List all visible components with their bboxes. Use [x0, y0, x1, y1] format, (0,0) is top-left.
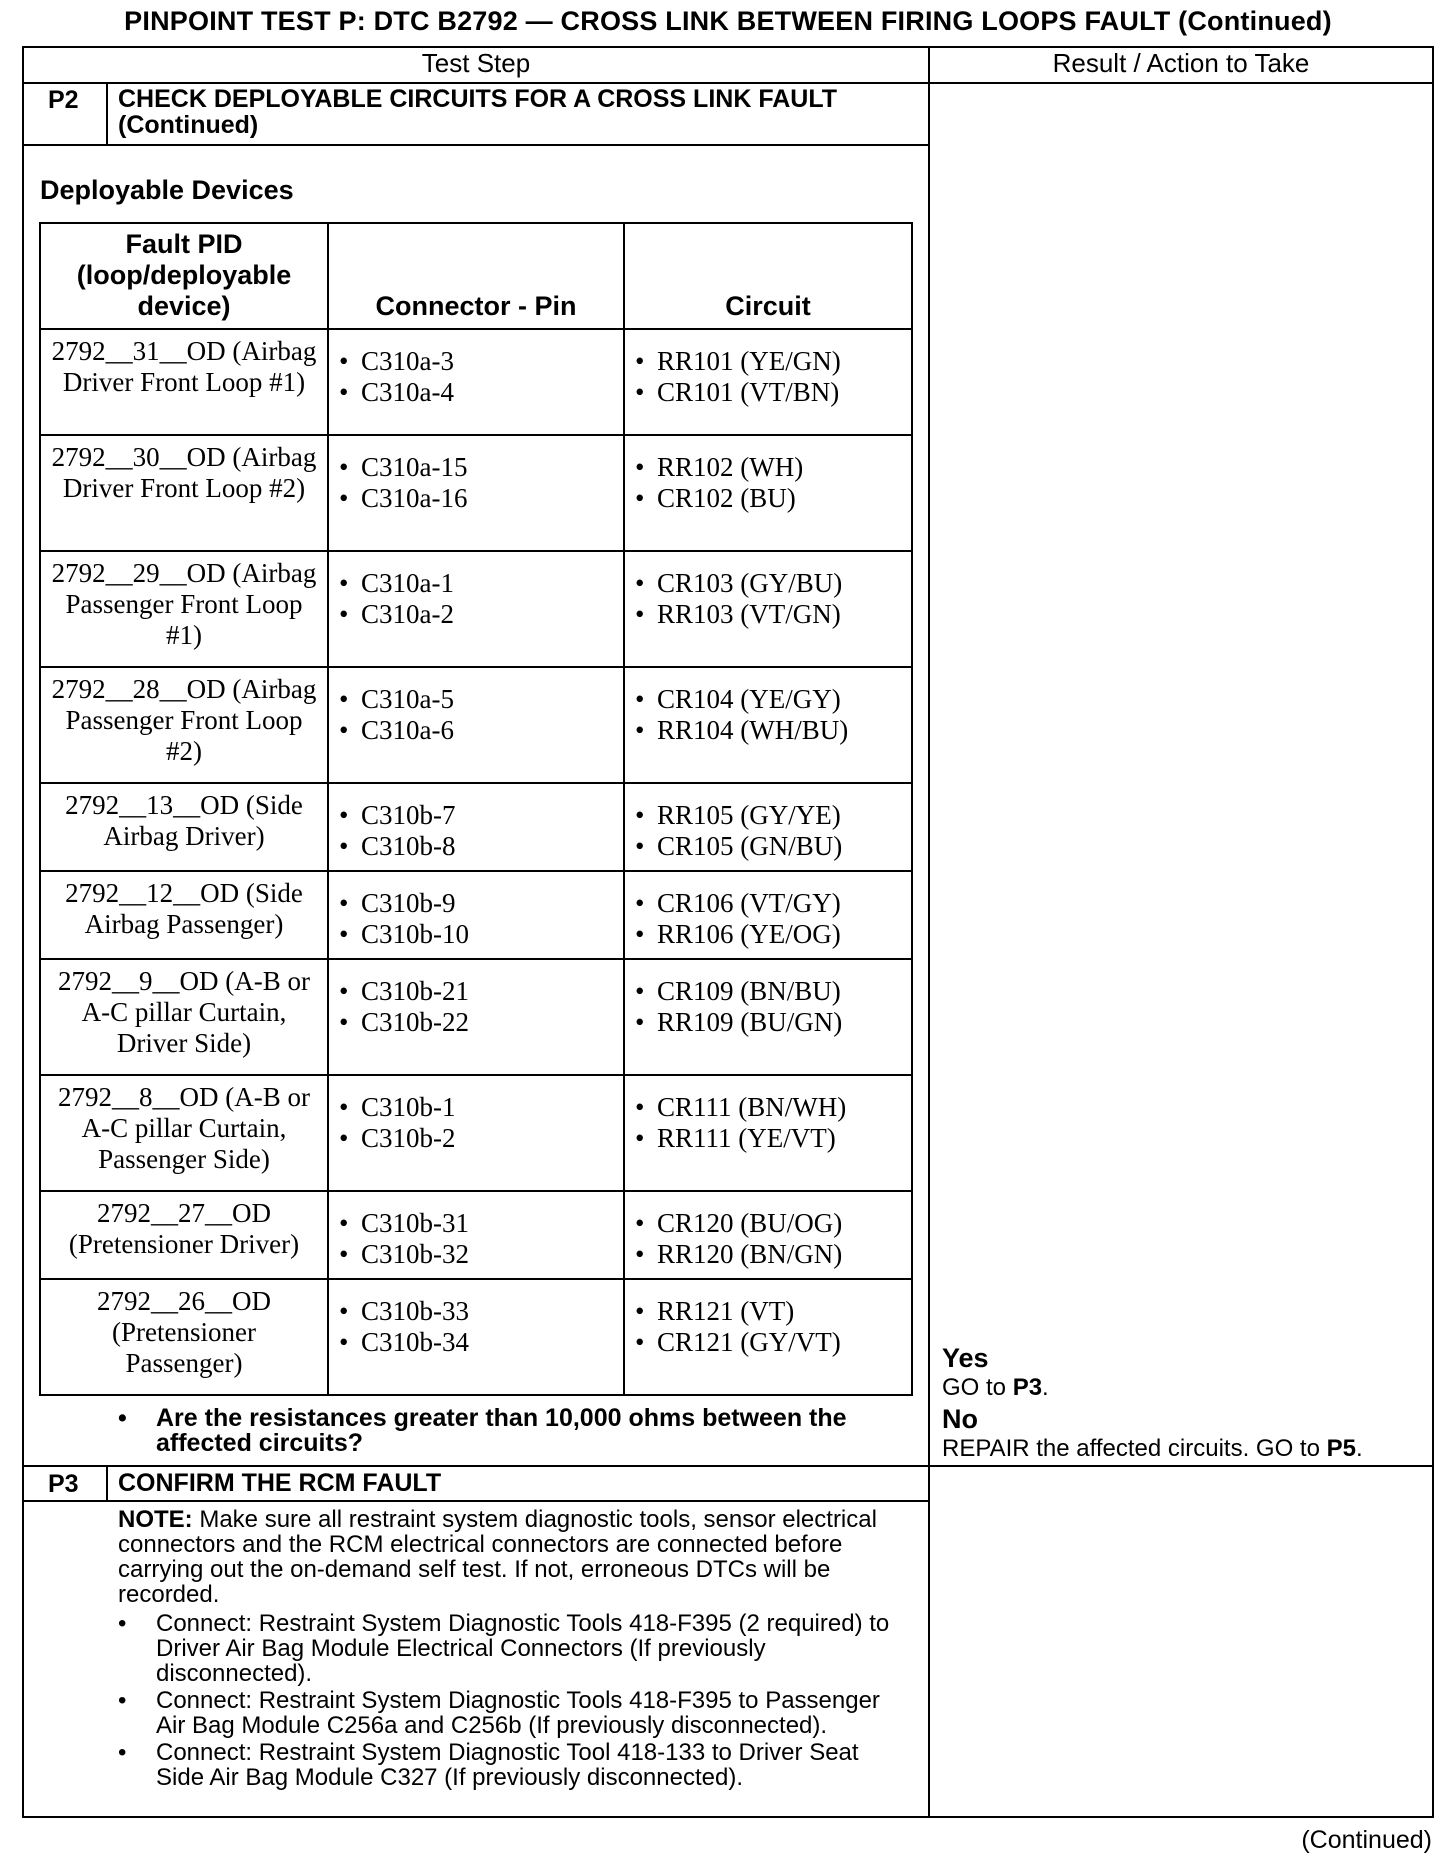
connector-pin: • C310b-21 [339, 976, 613, 1007]
continued-footer: (Continued) [1301, 1826, 1432, 1854]
step-number-p3: P3 [48, 1470, 79, 1498]
circuit: • RR120 (BN/GN) [635, 1239, 901, 1270]
list-item: • Connect: Restraint System Diagnostic Tools 418-F395 (2 required) to Driver Air Bag Module Electrical Connectors (If previously disconnected). [118, 1611, 898, 1686]
bullet-icon: • [118, 1404, 127, 1432]
connector-pin: • C310a-16 [339, 483, 613, 514]
step-title-divider-p3 [22, 1500, 930, 1502]
connector-pin: • C310b-33 [339, 1296, 613, 1327]
fault-pid-cell: 2792__28__OD (Airbag Passenger Front Loop #2) [40, 667, 328, 783]
column-divider [928, 46, 930, 1818]
connector-pin: • C310a-3 [339, 346, 613, 377]
fault-pid-cell: 2792__30__OD (Airbag Driver Front Loop #2) [40, 435, 328, 551]
step-title-p3: CONFIRM THE RCM FAULT [118, 1469, 442, 1497]
result-no-action: REPAIR the affected circuits. GO to P5. [942, 1435, 1363, 1462]
fault-pid-cell: 2792__8__OD (A-B or A-C pillar Curtain, Passenger Side) [40, 1075, 328, 1191]
link-p5[interactable]: P5 [1326, 1435, 1356, 1462]
table-row [40, 783, 912, 871]
step-title-divider [22, 144, 930, 146]
connector-pin: • C310b-7 [339, 800, 613, 831]
circuit: • RR102 (WH) [635, 452, 901, 483]
table-header-circuit: Circuit [624, 223, 912, 329]
header-result: Result / Action to Take [1052, 48, 1310, 78]
circuit: • CR105 (GN/BU) [635, 831, 901, 862]
question-text: Are the resistances greater than 10,000 ohms between the affected circuits? [156, 1404, 847, 1457]
note-label: NOTE: [118, 1506, 193, 1533]
list-item: • Connect: Restraint System Diagnostic Tools 418-F395 to Passenger Air Bag Module C256a and C256b (If previously disconnected). [118, 1688, 898, 1738]
result-yes-label: Yes [942, 1343, 989, 1373]
circuit: • RR111 (YE/VT) [635, 1123, 901, 1154]
section-heading: Deployable Devices [40, 175, 294, 205]
circuit: • RR106 (YE/OG) [635, 919, 901, 950]
connector-pin: • C310b-34 [339, 1327, 613, 1358]
table-row [40, 1279, 912, 1395]
connector-pin: • C310b-9 [339, 888, 613, 919]
circuit-cell [624, 959, 912, 1075]
circuit: • RR104 (WH/BU) [635, 715, 901, 746]
circuit: • CR109 (BN/BU) [635, 976, 901, 1007]
connector-pin: • C310a-6 [339, 715, 613, 746]
connector-pin: • C310a-5 [339, 684, 613, 715]
fault-pid-cell: 2792__13__OD (Side Airbag Driver) [40, 783, 328, 871]
circuit: • CR121 (GY/VT) [635, 1327, 901, 1358]
step-number-divider-p3 [106, 1465, 108, 1501]
circuit-cell [624, 871, 912, 959]
connector-pin: • C310b-1 [339, 1092, 613, 1123]
circuit: • CR102 (BU) [635, 483, 901, 514]
circuit: • CR120 (BU/OG) [635, 1208, 901, 1239]
table-row [40, 1191, 912, 1279]
connector-pin-cell [328, 959, 624, 1075]
link-p3[interactable]: P3 [1012, 1374, 1043, 1401]
circuit: • CR111 (BN/WH) [635, 1092, 901, 1123]
circuit-cell [624, 551, 912, 667]
circuit-cell [624, 667, 912, 783]
connector-pin-cell [328, 667, 624, 783]
connector-pin: • C310b-22 [339, 1007, 613, 1038]
note [118, 1507, 898, 1607]
deployable-devices-table [39, 222, 913, 1396]
table-row [40, 551, 912, 667]
circuit: • CR103 (GY/BU) [635, 568, 901, 599]
circuit-cell [624, 783, 912, 871]
table-row [40, 959, 912, 1075]
p3-steps-list [118, 1611, 898, 1790]
connector-pin: • C310b-8 [339, 831, 613, 862]
connector-pin-cell [328, 329, 624, 435]
connector-pin: • C310a-2 [339, 599, 613, 630]
circuit: • RR109 (BU/GN) [635, 1007, 901, 1038]
connector-pin-cell [328, 1191, 624, 1279]
question-bullet [118, 1406, 908, 1456]
connector-pin: • C310a-15 [339, 452, 613, 483]
circuit: • CR104 (YE/GY) [635, 684, 901, 715]
fault-pid-cell: 2792__26__OD (Pretensioner Passenger) [40, 1279, 328, 1395]
fault-pid-cell: 2792__27__OD (Pretensioner Driver) [40, 1191, 328, 1279]
header-test-step: Test Step [421, 48, 531, 78]
header-divider [22, 82, 1434, 84]
circuit-cell [624, 1191, 912, 1279]
circuit: • RR121 (VT) [635, 1296, 901, 1327]
table-row [40, 435, 912, 551]
step-number-divider [106, 82, 108, 145]
table-header-fault-pid: Fault PID (loop/deployable device) [40, 223, 328, 329]
connector-pin: • C310a-4 [339, 377, 613, 408]
connector-pin: • C310a-1 [339, 568, 613, 599]
fault-pid-cell: 2792__9__OD (A-B or A-C pillar Curtain, Driver Side) [40, 959, 328, 1075]
circuit-cell [624, 1075, 912, 1191]
connector-pin-cell [328, 1279, 624, 1395]
fault-pid-cell: 2792__12__OD (Side Airbag Passenger) [40, 871, 328, 959]
list-item: • Connect: Restraint System Diagnostic Tool 418-133 to Driver Seat Side Air Bag Module C327 (If previously disconnected). [118, 1740, 898, 1790]
circuit: • RR101 (YE/GN) [635, 346, 901, 377]
connector-pin: • C310b-10 [339, 919, 613, 950]
result-yes-action: GO to P3. [942, 1374, 1049, 1401]
step-title-p2: CHECK DEPLOYABLE CIRCUITS FOR A CROSS LINK FAULT (Continued) [118, 85, 838, 139]
connector-pin: • C310b-2 [339, 1123, 613, 1154]
step-p3-divider [22, 1465, 1434, 1467]
connector-pin: • C310b-32 [339, 1239, 613, 1270]
connector-pin-cell [328, 435, 624, 551]
table-row [40, 329, 912, 435]
connector-pin-cell [328, 783, 624, 871]
table-row [40, 1075, 912, 1191]
table-header-connector-pin: Connector - Pin [328, 223, 624, 329]
table-row [40, 871, 912, 959]
connector-pin: • C310b-31 [339, 1208, 613, 1239]
circuit-cell [624, 1279, 912, 1395]
connector-pin-cell [328, 1075, 624, 1191]
fault-pid-cell: 2792__29__OD (Airbag Passenger Front Loop #1) [40, 551, 328, 667]
connector-pin-cell [328, 871, 624, 959]
circuit-cell [624, 329, 912, 435]
page-title: PINPOINT TEST P: DTC B2792 — CROSS LINK BETWEEN FIRING LOOPS FAULT (Continued) [124, 6, 1332, 36]
circuit: • CR101 (VT/BN) [635, 377, 901, 408]
connector-pin-cell [328, 551, 624, 667]
p3-body [118, 1507, 898, 1792]
circuit: • CR106 (VT/GY) [635, 888, 901, 919]
table-row [40, 667, 912, 783]
result-no-label: No [942, 1404, 978, 1434]
circuit: • RR105 (GY/YE) [635, 800, 901, 831]
circuit: • RR103 (VT/GN) [635, 599, 901, 630]
fault-pid-cell: 2792__31__OD (Airbag Driver Front Loop #1) [40, 329, 328, 435]
step-number-p2: P2 [48, 86, 79, 114]
circuit-cell [624, 435, 912, 551]
note-text: Make sure all restraint system diagnostic tools, sensor electrical connectors and the RCM electrical connectors are connected before carrying out the on-demand self test. If not, erroneous DTCs will be recorded. [118, 1506, 877, 1608]
